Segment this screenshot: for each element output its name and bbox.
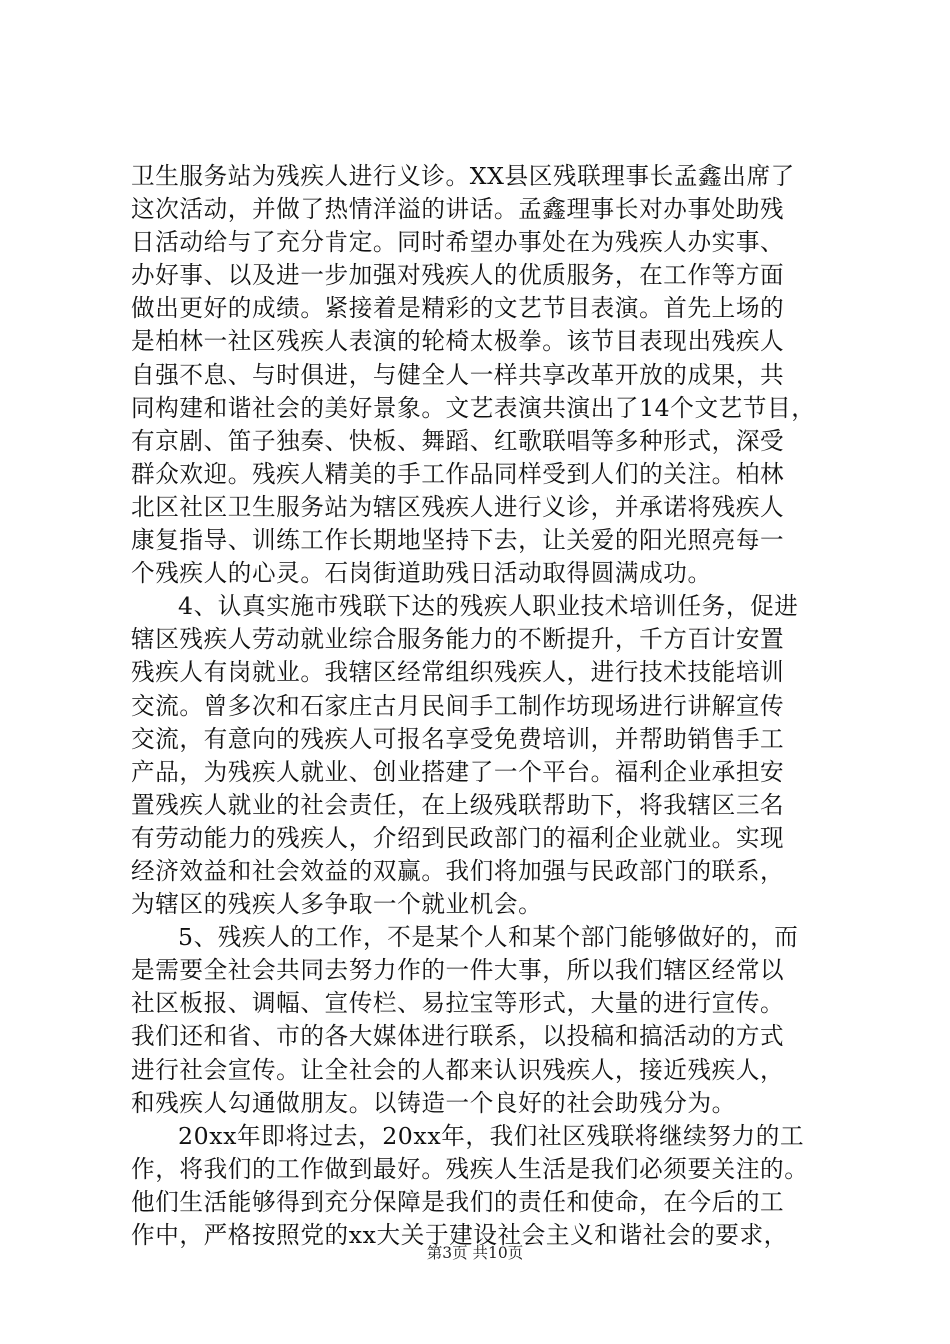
page-number-footer: 第3页 共10页 (426, 1244, 524, 1262)
text-line: 自强不息、与时俱进，与健全人一样共享改革开放的成果，共 (131, 360, 785, 389)
text-line: 作中，严格按照党的xx大关于建设社会主义和谐社会的要求， (131, 1221, 788, 1249)
text-line: 个残疾人的心灵。石岗街道助残日活动取得圆满成功。 (131, 559, 712, 588)
text-line: 社区板报、调幅、宣传栏、易拉宝等形式，大量的进行宣传。 (131, 989, 785, 1018)
text-line: 辖区残疾人劳动就业综合服务能力的不断提升，千方百计安置 (131, 625, 785, 654)
text-line: 办好事、以及进一步加强对残疾人的优质服务，在工作等方面 (131, 261, 785, 290)
text-line: 进行社会宣传。让全社会的人都来认识残疾人，接近残疾人， (131, 1055, 785, 1084)
text-line: 作，将我们的工作做到最好。残疾人生活是我们必须要关注的。 (131, 1154, 809, 1183)
text-line: 是需要全社会共同去努力作的一件大事，所以我们辖区经常以 (131, 956, 785, 985)
text-line: 经济效益和社会效益的双赢。我们将加强与民政部门的联系， (131, 856, 785, 885)
text-line: 交流，有意向的残疾人可报名享受免费培训，并帮助销售手工 (131, 724, 785, 753)
text-line: 有京剧、笛子独奏、快板、舞蹈、红歌联唱等多种形式，深受 (131, 426, 785, 455)
text-line: 康复指导、训练工作长期地坚持下去，让关爱的阳光照亮每一 (131, 526, 785, 555)
text-line: 北区社区卫生服务站为辖区残疾人进行义诊，并承诺将残疾人 (131, 492, 785, 521)
text-line: 置残疾人就业的社会责任，在上级残联帮助下，将我辖区三名 (131, 790, 785, 819)
document-body (131, 160, 831, 1252)
text-line: 他们生活能够得到充分保障是我们的责任和使命，在今后的工 (131, 1187, 785, 1216)
text-line: 这次活动，并做了热情洋溢的讲话。孟鑫理事长对办事处助残 (131, 195, 785, 224)
paragraph-first-line: 4、认真实施市残联下达的残疾人职业技术培训任务，促进 (178, 592, 799, 621)
text-line: 为辖区的残疾人多争取一个就业机会。 (131, 890, 543, 919)
text-line: 我们还和省、市的各大媒体进行联系，以投稿和搞活动的方式 (131, 1022, 785, 1051)
text-line: 有劳动能力的残疾人，介绍到民政部门的福利企业就业。实现 (131, 823, 785, 852)
paragraph-first-line: 20xx年即将过去，20xx年，我们社区残联将继续努力的工 (178, 1121, 805, 1150)
text-line: 残疾人有岗就业。我辖区经常组织残疾人，进行技术技能培训 (131, 658, 785, 687)
text-line: 产品，为残疾人就业、创业搭建了一个平台。福利企业承担安 (131, 757, 785, 786)
paragraph-first-line: 5、残疾人的工作，不是某个人和某个部门能够做好的，而 (178, 923, 799, 952)
text-line: 日活动给与了充分肯定。同时希望办事处在为残疾人办实事、 (131, 228, 785, 257)
text-line: 群众欢迎。残疾人精美的手工作品同样受到人们的关注。柏林 (131, 459, 785, 488)
text-line: 做出更好的成绩。紧接着是精彩的文艺节目表演。首先上场的 (131, 294, 785, 323)
text-line: 交流。曾多次和石家庄古月民间手工制作坊现场进行讲解宣传 (131, 691, 785, 720)
text-line: 是柏林一社区残疾人表演的轮椅太极拳。该节目表现出残疾人 (131, 327, 785, 356)
text-line: 和残疾人勾通做朋友。以铸造一个良好的社会助残分为。 (131, 1088, 736, 1117)
text-line: 同构建和谐社会的美好景象。文艺表演共演出了14个文艺节目， (131, 393, 816, 422)
text-line: 卫生服务站为残疾人进行义诊。XX县区残联理事长孟鑫出席了 (131, 162, 795, 190)
